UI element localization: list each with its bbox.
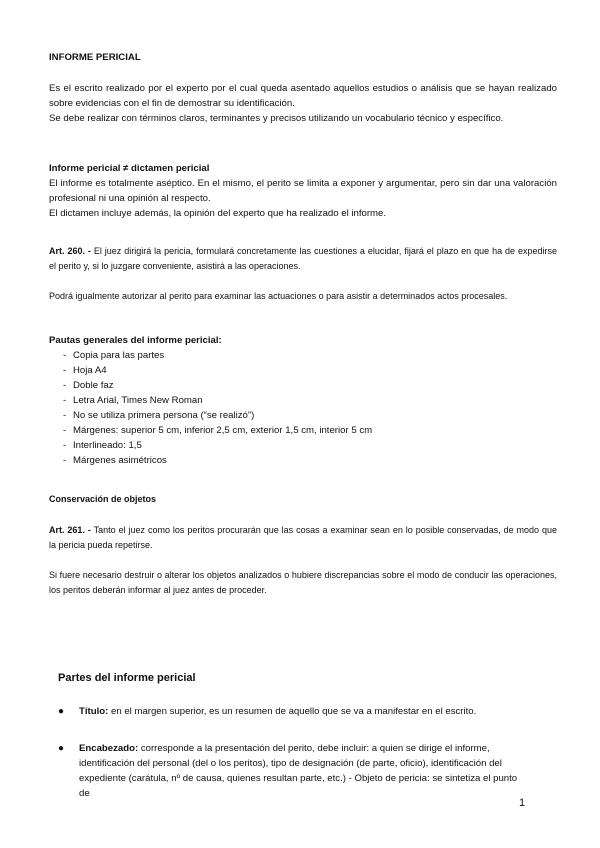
list-item: - Márgenes: superior 5 cm, inferior 2,5 cm, exterior 1,5 cm, interior 5 cm [63,423,557,438]
list-item: - Interlineado: 1,5 [63,438,557,453]
conservation-heading: Conservación de objetos [49,494,157,504]
encabezado-text: corresponde a la presentación del perito, debe incluir: a quien se dirige el informe, identificación del personal (del o los peritos), tipo de designación (de parte, oficio), identificación del expediente (carátula, nº de causa, quienes resultan parte, etc.) - Objeto de pericia: se sintetiza el punto de [79,743,518,799]
document-title: INFORME PERICIAL [49,52,141,63]
difference-paragraph-2: El dictamen incluye además, la opinión del experto que ha realizado el informe. [49,208,387,219]
page-number: 1 [519,797,526,809]
pautas-heading: Pautas generales del informe pericial: [49,335,222,346]
article-260 [49,244,557,274]
article-260-label: Art. 260. - [49,246,91,256]
list-item: - Márgenes asimétricos [63,453,557,468]
pautas-section [49,333,557,468]
titulo-text: en el margen superior, es un resumen de aquello que se va a manifestar en el escrito. [108,706,477,717]
difference-paragraph-1: El informe es totalmente aséptico. En el mismo, el perito se limita a exponer y argumentar, pero sin dar una valoración profesional ni una opinión al respecto. [49,178,557,204]
list-item: - Letra Arial, Times New Roman [63,393,557,408]
bullet-icon: ● [58,706,65,717]
article-260-paragraph-2: Podrá igualmente autorizar al perito para examinar las actuaciones o para asistir a determinados actos procesales. [49,291,508,301]
titulo-label: Título: [79,706,109,717]
list-item: - No se utiliza primera persona (“se realizó”) [63,408,557,423]
list-item: - Copia para las partes [63,348,557,363]
list-item: - Hoja A4 [63,363,557,378]
bullet-icon: ● [58,743,65,754]
difference-heading: Informe pericial ≠ dictamen pericial [49,163,210,174]
partes-heading: Partes del informe pericial [58,672,196,684]
bullet-titulo [58,704,528,719]
encabezado-label: Encabezado: [79,743,139,754]
article-261-label: Art. 261. - [49,525,91,535]
article-261 [49,523,557,553]
article-261-text: Tanto el juez como los peritos procurarán que las cosas a examinar sean en lo posible conservadas, de modo que la pericia pueda repetirse. [49,525,558,550]
pautas-list [49,348,557,468]
article-261-paragraph-2: Si fuere necesario destruir o alterar los objetos analizados o hubiere discrepancias sobre el modo de conducir las operaciones, los peritos deberán informar al juez antes de proceder. [49,570,557,595]
intro-paragraph-1: Es el escrito realizado por el experto por el cual queda asentado aquellos estudios o análisis que se hayan realizado sobre evidencias con el fin de demostrar su identificación. [49,83,557,109]
intro-paragraph-2: Se debe realizar con términos claros, terminantes y precisos utilizando un vocabulario técnico y específico. [49,113,504,124]
list-item: - Doble faz [63,378,557,393]
bullet-encabezado [58,741,528,801]
article-260-text: El juez dirigirá la pericia, formulará concretamente las cuestiones a elucidar, fijará el plazo en que ha de expedirse el perito y, si lo juzgare conveniente, asistirá a las operaciones. [49,246,557,271]
